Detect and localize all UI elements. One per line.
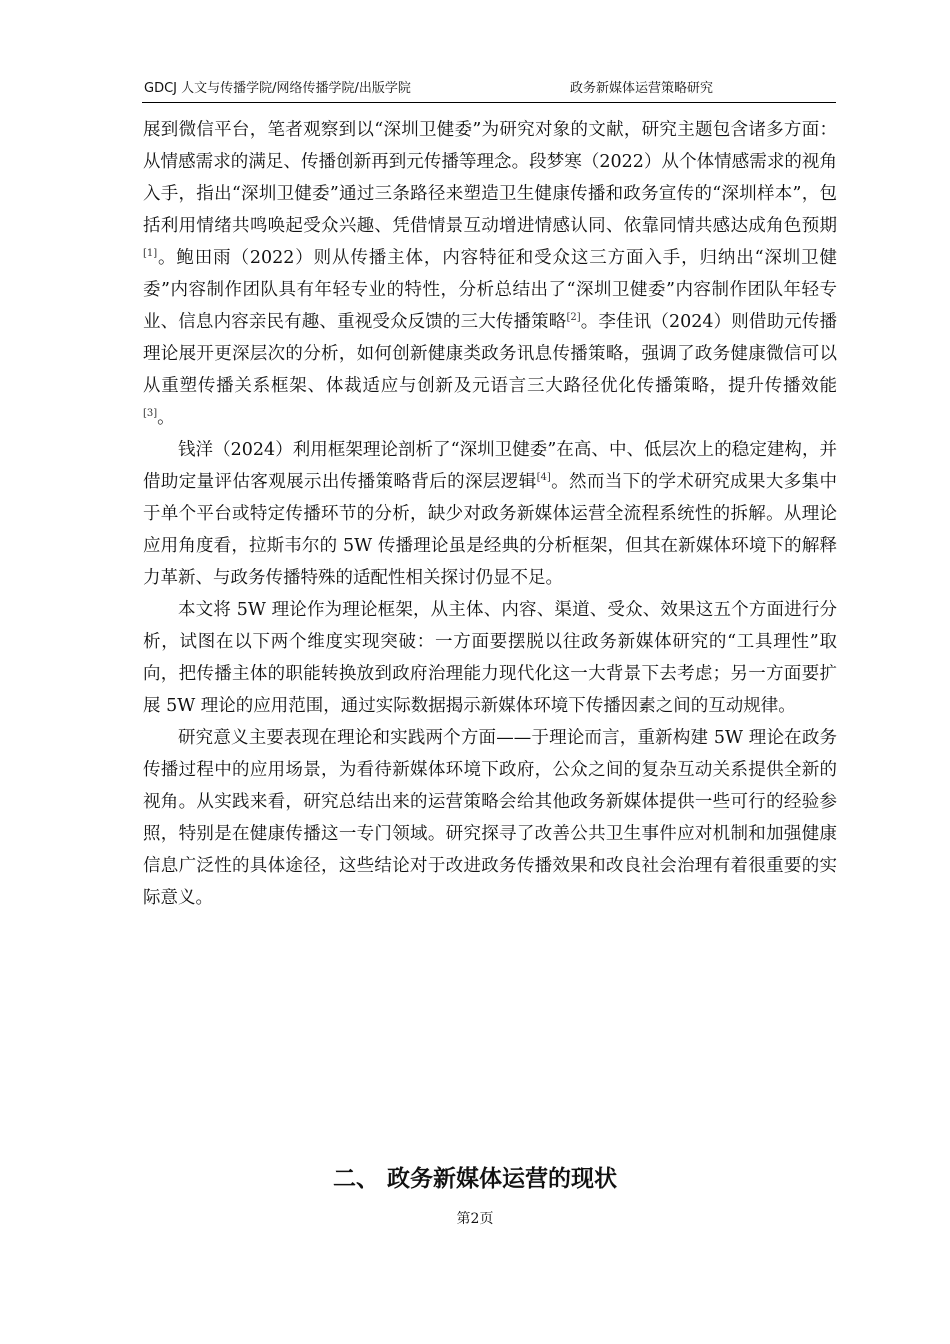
paragraph-text: 展到微信平台，笔者观察到以“深圳卫健委”为研究对象的文献，研究主题包含诸多方面：从情感需求的满足、传播创新再到元传播等理念。段梦寒（2022）从个体情感需求的视角入手，指出“深圳卫健委”通过三条路径来塑造卫生健康传播和政务宣传的“深圳样本”，包括利用情绪共鸣唤起受众兴趣、凭借情景互动增进情感认同、依靠同情共感达成角色预期 [143,120,837,236]
running-header [142,80,836,103]
header-paper-title: 政务新媒体运营策略研究 [570,81,714,96]
section-heading: 二、 政务新媒体运营的现状 [332,1166,617,1192]
paragraph [143,434,837,594]
paragraph: 本文将 5W 理论作为理论框架，从主体、内容、渠道、受众、效果这五个方面进行分析，试图在以下两个维度实现突破：一方面要摆脱以往政务新媒体研究的“工具理性”取向，把传播主体的职能转换放到政府治理能力现代化这一大背景下去考虑；另一方面要扩展 5W 理论的应用范围，通过实际数据揭示新媒体环境下传播因素之间的互动规律。 [143,600,837,716]
citation-ref: [4] [536,472,551,484]
header-institution: GDCJ 人文与传播学院/网络传播学院/出版学院 [144,81,411,96]
paragraph-text: 。李佳讯（2024）则借助元传播理论展开更深层次的分析，如何创新健康类政务讯息传播策略，强调了政务健康微信可以从重塑传播关系框架、体裁适应与创新及元语言三大路径优化传播策略，提升传播效能 [143,312,838,396]
paragraph-text: 钱洋（2024）利用框架理论剖析了“深圳卫健委”在高、中、低层次上的稳定建构，并借助定量评估客观展示出传播策略背后的深层逻辑 [143,440,837,492]
citation-ref: [2] [566,312,581,324]
paragraph-text: 。鲍田雨（2022）则从传播主体，内容特征和受众这三方面入手，归纳出“深圳卫健委”内容制作团队具有年轻专业的特性，分析总结出了“深圳卫健委”内容制作团队年轻专业、信息内容亲民有趣、重视受众反馈的三大传播策略 [143,248,837,332]
body-text [143,114,837,914]
citation-ref: [3] [143,408,158,420]
citation-ref: [1] [143,248,158,260]
paragraph-text: 。然而当下的学术研究成果大多集中于单个平台或特定传播环节的分析，缺少对政务新媒体运营全流程系统性的拆解。从理论应用角度看，拉斯韦尔的 5W 传播理论虽是经典的分析框架，但其在新媒体环境下的解释力革新、与政务传播特殊的适配性相关探讨仍显不足。 [143,472,838,588]
paragraph-text: 。 [157,408,175,428]
page-number: 第2页 [456,1211,494,1227]
paragraph [143,114,837,434]
paragraph: 研究意义主要表现在理论和实践两个方面——于理论而言，重新构建 5W 理论在政务传播过程中的应用场景，为看待新媒体环境下政府，公众之间的复杂互动关系提供全新的视角。从实践来看，研究总结出来的运营策略会给其他政务新媒体提供一些可行的经验参照，特别是在健康传播这一专门领域。研究探寻了改善公共卫生事件应对机制和加强健康信息广泛性的具体途径，这些结论对于改进政务传播效果和改良社会治理有着很重要的实际意义。 [143,728,837,908]
